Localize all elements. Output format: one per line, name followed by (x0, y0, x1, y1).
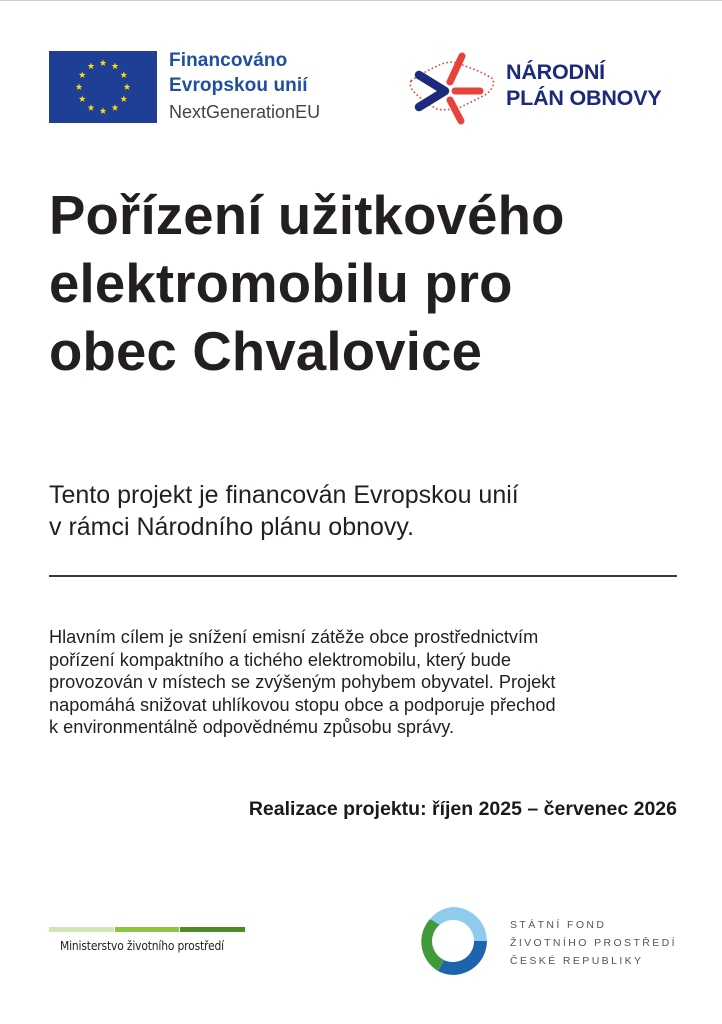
eu-line-2: Evropskou unií (169, 75, 308, 96)
sfzp-label (510, 916, 677, 970)
sfzp-line-3: ČESKÉ REPUBLIKY (510, 955, 644, 967)
eu-line-3: NextGenerationEU (169, 102, 321, 122)
npo-label (506, 59, 661, 111)
npo-line-2: PLÁN OBNOVY (506, 86, 662, 110)
body-line: pořízení kompaktního a tichého elektromobilu, který bude (49, 649, 512, 670)
mzp-bar-dark (180, 927, 245, 932)
npo-mark-icon (405, 49, 501, 127)
funding-statement (49, 479, 689, 543)
subtitle-line-2: v rámci Národního plánu obnovy. (49, 513, 415, 541)
sfzp-line-2: ŽIVOTNÍHO PROSTŘEDÍ (510, 937, 677, 949)
npo-line-1: NÁRODNÍ (506, 60, 605, 84)
sfzp-ring-icon (418, 905, 488, 977)
body-line: provozován v místech se zvýšeným pohybem obyvatel. Projekt (49, 672, 556, 693)
title-line-1: Pořízení užitkového (49, 185, 565, 246)
body-line: Hlavním cílem je snížení emisní zátěže obce prostřednictvím (49, 627, 539, 647)
divider (49, 575, 677, 577)
sfzp-line-1: STÁTNÍ FOND (510, 919, 607, 931)
body-line: k environmentálně odpovědnému způsobu správy. (49, 717, 455, 738)
eu-line-1: Financováno (169, 50, 288, 71)
title-line-3: obec Chvalovice (49, 321, 483, 382)
mzp-color-bars-icon (49, 927, 245, 932)
title-line-2: elektromobilu pro (49, 253, 513, 314)
mzp-label: Ministerstvo životního prostředí (60, 938, 224, 953)
eu-flag-icon (49, 51, 157, 123)
project-timeline: Realizace projektu: říjen 2025 – červenec 2026 (248, 798, 677, 820)
project-description (49, 626, 689, 739)
eu-funding-label (169, 48, 320, 124)
body-line: napomáhá snižovat uhlíkovou stopu obce a podporuje přechod (49, 694, 556, 715)
mzp-bar-mid (115, 927, 180, 932)
subtitle-line-1: Tento projekt je financován Evropskou unií (49, 481, 519, 509)
page-title (49, 182, 699, 386)
mzp-bar-light (49, 927, 114, 932)
